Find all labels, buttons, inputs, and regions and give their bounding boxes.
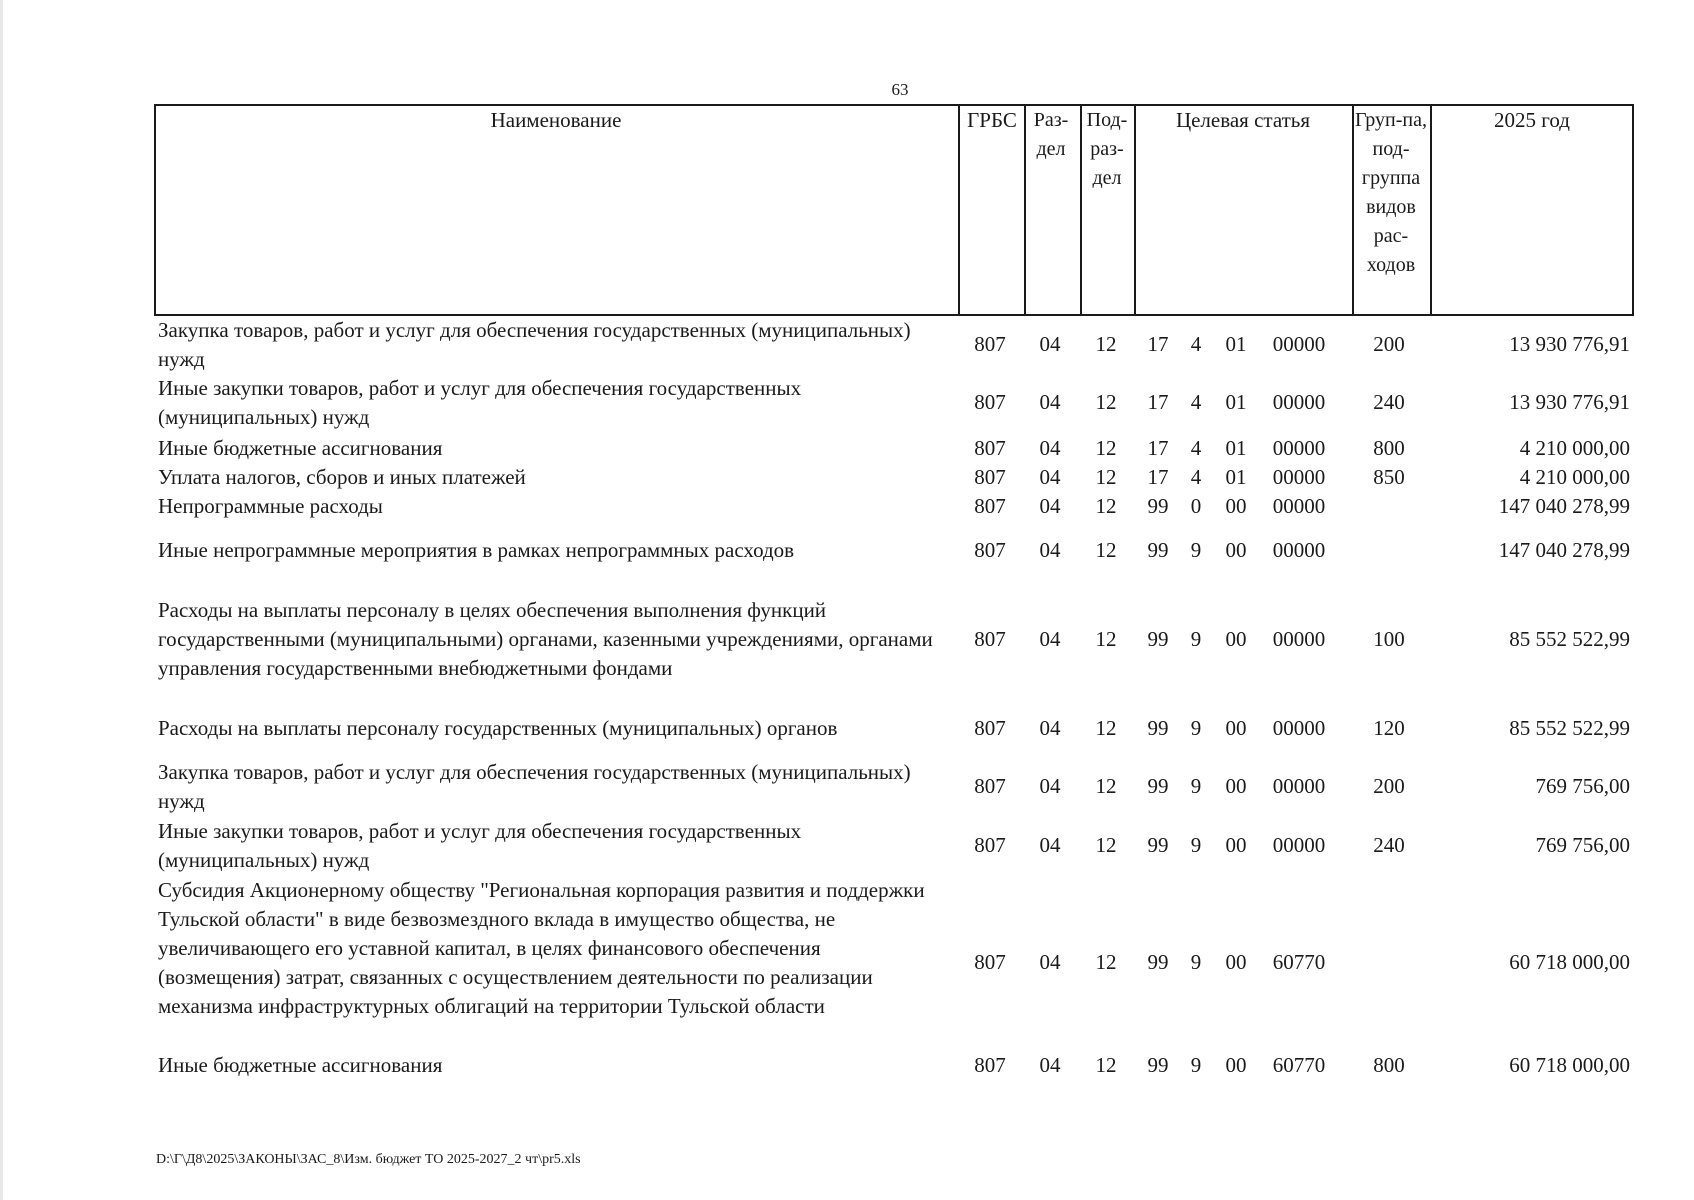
table-row: Иные бюджетные ассигнования 807 04 12 17 4 01 00000 800 4 210 000,00	[158, 436, 1630, 460]
header-grbs: ГРБС	[967, 108, 1017, 132]
table-row: Непрограммные расходы 807 04 12 99 0 00 00000 147 040 278,99	[158, 494, 1630, 518]
header-target: Целевая статья	[1175, 108, 1311, 132]
table-row: Субсидия Акционерному обществу "Региональная корпорация развития и поддержки Тульской области" в виде безвозмездного вклада в имущество общества, не увеличивающего его уставной капитал, в целях финансового обеспечения (возмещения) затрат, связанных с осуществлением деятельности по реализации механизма инфраструктурных облигаций на территории Тульской области 807 04 12 99 9 00 60770 60 718 000,00	[158, 878, 1630, 1018]
header-podrazdel: Под-раз-дел	[1086, 109, 1128, 189]
header-year: 2025 год	[1494, 108, 1570, 132]
table-header	[154, 104, 1634, 316]
table-row: Иные закупки товаров, работ и услуг для обеспечения государственных (муниципальных) нужд 807 04 12 99 9 00 00000 240 769 756,00	[158, 819, 1630, 872]
header-name: Наименование	[490, 108, 622, 132]
scan-edge	[0, 0, 3, 1200]
table-row: Расходы на выплаты персоналу в целях обеспечения выполнения функций государственными (муниципальными) органами, казенными учреждениями, органами управления государственными внебюджетными фондами 807 04 12 99 9 00 00000 100 85 552 522,99	[158, 598, 1630, 680]
table-row: Иные закупки товаров, работ и услуг для обеспечения государственных (муниципальных) нужд 807 04 12 17 4 01 00000 240 13 930 776,91	[158, 376, 1630, 429]
table-row: Иные непрограммные мероприятия в рамках непрограммных расходов 807 04 12 99 9 00 00000 147 040 278,99	[158, 538, 1630, 562]
table-row: Закупка товаров, работ и услуг для обеспечения государственных (муниципальных) нужд 807 04 12 99 9 00 00000 200 769 756,00	[158, 760, 1630, 813]
table-row: Расходы на выплаты персоналу государственных (муниципальных) органов 807 04 12 99 9 00 00000 120 85 552 522,99	[158, 716, 1630, 740]
header-razdel: Раз-дел	[1033, 109, 1069, 160]
header-group: Груп-па, под-группа видов рас-ходов	[1355, 109, 1427, 276]
table-row: Уплата налогов, сборов и иных платежей 807 04 12 17 4 01 00000 850 4 210 000,00	[158, 465, 1630, 489]
page-number: 63	[891, 80, 909, 99]
table-row: Закупка товаров, работ и услуг для обеспечения государственных (муниципальных) нужд 807 04 12 17 4 01 00000 200 13 930 776,91	[158, 318, 1630, 371]
table-row: Иные бюджетные ассигнования 807 04 12 99 9 00 60770 800 60 718 000,00	[158, 1053, 1630, 1077]
file-path-footer: D:\Г\Д8\2025\ЗАКОНЫ\ЗАС_8\Изм. бюджет ТО 2025-2027_2 чт\pr5.xls	[156, 1152, 581, 1167]
